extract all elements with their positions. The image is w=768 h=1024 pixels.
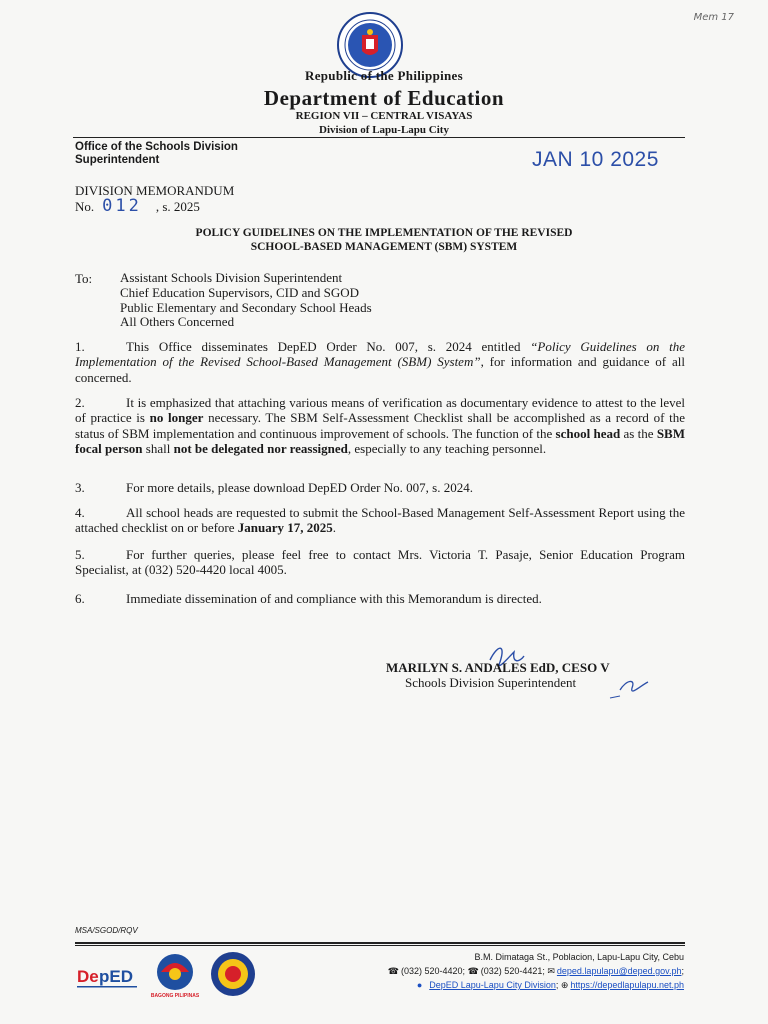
emphasis-text: SBM focal person: [75, 425, 685, 457]
paragraph-text: necessary. The SBM Self-Assessment Checklist shall be accomplished as a record of the status of SBM implementation and continuous improvement of schools. The function of the: [75, 410, 685, 441]
handwritten-note: Mem 17: [693, 12, 734, 23]
division-seal-icon: [211, 952, 255, 996]
paragraph-text: It is emphasized that attaching various means of verification as documentary evidence to attest to the level of practice is: [75, 395, 685, 426]
deadline-date: January 17, 2025: [237, 520, 333, 536]
date-stamp: JAN 10 2025: [532, 148, 659, 171]
paragraph-1: [75, 339, 685, 385]
footer-contacts: ☎ (032) 520-4420; ☎ (032) 520-4421; ✉ deped.lapulapu@deped.gov.ph;: [387, 966, 684, 976]
phone-2: (032) 520-4421;: [480, 966, 545, 976]
footer-logos: [75, 950, 275, 1000]
paragraph-number: 6.: [75, 591, 85, 606]
paragraph-text: as the: [620, 425, 657, 441]
memo-subject: [75, 226, 693, 254]
subject-line-1: POLICY GUIDELINES ON THE IMPLEMENTATION OF THE REVISED: [195, 227, 573, 239]
deped-logo-icon: [77, 967, 137, 988]
paragraph-text: , for information and guidance of all concerned.: [75, 354, 685, 385]
footer-divider: [75, 942, 685, 944]
paragraph-number: 3.: [75, 480, 85, 495]
email-link[interactable]: deped.lapulapu@deped.gov.ph: [556, 966, 682, 976]
recipient-item: Public Elementary and Secondary School Heads: [120, 299, 372, 315]
paragraph-text: For more details, please download DepED Order No. 007, s. 2024.: [126, 480, 473, 495]
emphasis-text: no longer: [149, 410, 204, 426]
emphasis-text: not be delegated nor reassigned: [173, 441, 348, 457]
phone-1: (032) 520-4420;: [401, 966, 466, 976]
signatory-name: MARILYN S. ANDALES EdD, CESO V: [386, 660, 610, 675]
paragraph-number: 5.: [75, 547, 85, 562]
footer-divider: [75, 945, 685, 946]
division-heading: Division of Lapu-Lapu City: [319, 124, 449, 136]
paragraph-5: [75, 547, 685, 578]
paragraph-6: [75, 591, 685, 606]
paragraph-text: All school heads are requested to submit the School-Based Management Self-Assessment Report using the attached checklist on or before: [75, 505, 685, 536]
memo-number: 012: [102, 196, 142, 216]
recipient-item: All Others Concerned: [120, 314, 235, 330]
facebook-link[interactable]: DepED Lapu-Lapu City Division: [429, 980, 556, 990]
phone-icon: ☎: [387, 966, 400, 976]
paragraph-number: 4.: [75, 505, 85, 520]
footer-social: ● DepED Lapu-Lapu City Division; ⊕ https://depedlapulapu.net.ph: [416, 980, 684, 990]
subject-line-2: SCHOOL-BASED MANAGEMENT (SBM) SYSTEM: [250, 241, 518, 253]
memo-type: DIVISION MEMORANDUM: [75, 183, 235, 198]
paragraph-4: [75, 505, 685, 536]
paragraph-text: This Office disseminates DepED Order No. 007, s. 2024 entitled: [126, 339, 531, 354]
recipient-list: [120, 271, 372, 330]
paragraph-text: shall: [142, 441, 174, 457]
header-divider: [73, 137, 685, 138]
to-label: To:: [75, 271, 93, 286]
email-icon: ✉: [547, 966, 555, 976]
paragraph-text: .: [332, 520, 337, 536]
order-title: “Policy Guidelines on the Implementation of the Revised School-Based Management (SBM) System”: [75, 339, 686, 370]
region-heading: REGION VII – CENTRAL VISAYAS: [295, 110, 473, 122]
department-heading: Department of Education: [263, 86, 505, 110]
recipient-item: Assistant Schools Division Superintendent: [120, 270, 343, 285]
signatory-title: Schools Division Superintendent: [405, 675, 577, 690]
bagong-pilipinas-logo-icon: [151, 954, 200, 999]
website-link[interactable]: https://depedlapulapu.net.ph: [570, 980, 684, 990]
memo-series: , s. 2025: [155, 199, 200, 214]
paragraph-3: [75, 480, 685, 495]
recipient-item: Chief Education Supervisors, CID and SGOD: [120, 284, 360, 300]
facebook-icon: ●: [416, 980, 423, 990]
paragraph-text: Immediate dissemination of and compliance with this Memorandum is directed.: [126, 591, 542, 606]
paragraph-number: 2.: [75, 395, 85, 410]
reference-initials: MSA/SGOD/RQV: [75, 926, 138, 935]
phone-icon: ☎: [467, 966, 479, 976]
memo-no-prefix: No.: [75, 199, 95, 214]
svg-text:pED: pED: [99, 967, 133, 986]
svg-text:De: De: [77, 967, 99, 986]
paragraph-2: [75, 395, 685, 457]
republic-heading: Republic of the Philippines: [305, 68, 463, 83]
paragraph-number: 1.: [75, 339, 85, 354]
svg-text:BAGONG PILIPINAS: BAGONG PILIPINAS: [150, 993, 200, 999]
emphasis-text: school head: [555, 425, 621, 441]
paragraph-text: For further queries, please feel free to contact Mrs. Victoria T. Pasaje, Senior Education Program Specialist, at (032) 520-4420 local 4005.: [75, 547, 685, 578]
paragraph-text: , especially to any teaching personnel.: [347, 441, 547, 457]
office-label: Office of the Schools Division Superintendent: [75, 141, 238, 166]
footer-address: B.M. Dimataga St., Poblacion, Lapu-Lapu City, Cebu: [474, 952, 684, 962]
globe-icon: ⊕: [560, 980, 569, 990]
memo-number-row: [75, 196, 200, 216]
